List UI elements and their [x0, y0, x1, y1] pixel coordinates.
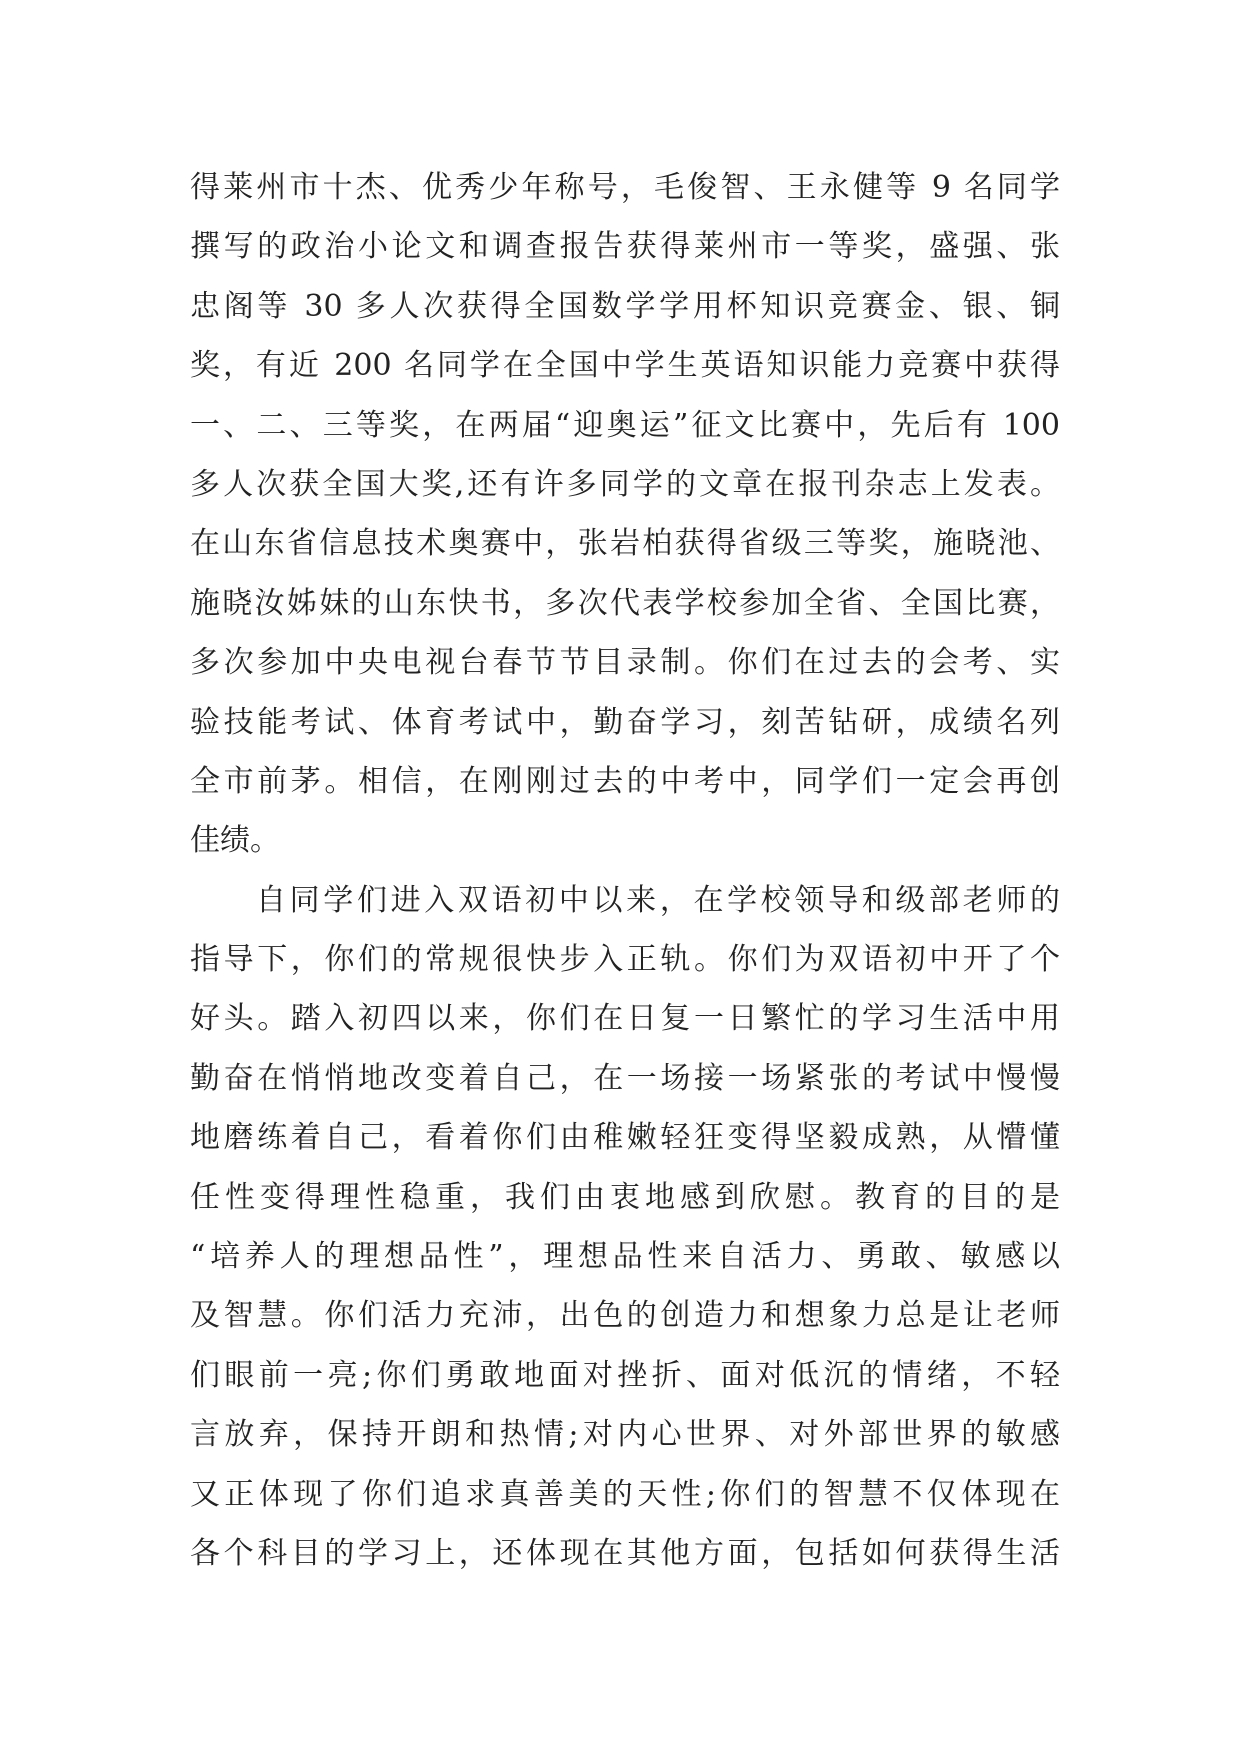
- text-line: 一、二、三等奖，在两届“迎奥运”征文比赛中，先后有 100: [190, 407, 1060, 443]
- text-line: 任性变得理性稳重，我们由衷地感到欣慰。教育的目的是: [190, 1179, 1060, 1215]
- text-line: 多次参加中央电视台春节节目录制。你们在过去的会考、实: [190, 645, 1060, 681]
- text-line: 好头。踏入初四以来，你们在日复一日繁忙的学习生活中用: [190, 1001, 1060, 1037]
- text-line: 地磨练着自己，看着你们由稚嫩轻狂变得坚毅成熟，从懵懂: [190, 1120, 1060, 1156]
- text-line: 忠阁等 30 多人次获得全国数学学用杯知识竞赛金、银、铜: [190, 288, 1060, 324]
- text-line: 勤奋在悄悄地改变着自己，在一场接一场紧张的考试中慢慢: [190, 1060, 1060, 1096]
- paragraph-first-line: 自同学们进入双语初中以来，在学校领导和级部老师的: [256, 882, 1060, 918]
- text-line: 施晓汝姊妹的山东快书，多次代表学校参加全省、全国比赛，: [190, 585, 1060, 621]
- text-line: 撰写的政治小论文和调查报告获得莱州市一等奖，盛强、张: [190, 229, 1060, 265]
- text-line: “培养人的理想品性”，理想品性来自活力、勇敢、敏感以: [190, 1239, 1060, 1275]
- text-line: 得莱州市十杰、优秀少年称号，毛俊智、王永健等 9 名同学: [190, 170, 1060, 205]
- text-line: 全市前茅。相信，在刚刚过去的中考中，同学们一定会再创: [190, 763, 1060, 799]
- text-line: 验技能考试、体育考试中，勤奋学习，刻苦钻研，成绩名列: [190, 704, 1060, 740]
- text-line: 言放弃，保持开朗和热情;对内心世界、对外部世界的敏感: [190, 1417, 1060, 1453]
- text-line: 们眼前一亮;你们勇敢地面对挫折、面对低沉的情绪，不轻: [190, 1357, 1060, 1393]
- text-line: 佳绩。: [190, 823, 280, 859]
- text-line: 又正体现了你们追求真善美的天性;你们的智慧不仅体现在: [190, 1476, 1060, 1512]
- text-line: 多人次获全国大奖,还有许多同学的文章在报刊杂志上发表。: [190, 466, 1060, 502]
- text-line: 各个科目的学习上，还体现在其他方面，包括如何获得生活: [190, 1535, 1060, 1571]
- text-line: 奖，有近 200 名同学在全国中学生英语知识能力竞赛中获得: [190, 348, 1060, 384]
- text-line: 在山东省信息技术奥赛中，张岩柏获得省级三等奖，施晓池、: [190, 526, 1060, 562]
- body-text: [190, 158, 1060, 1583]
- text-line: 指导下，你们的常规很快步入正轨。你们为双语初中开了个: [190, 942, 1060, 978]
- text-line: 及智慧。你们活力充沛，出色的创造力和想象力总是让老师: [190, 1298, 1060, 1334]
